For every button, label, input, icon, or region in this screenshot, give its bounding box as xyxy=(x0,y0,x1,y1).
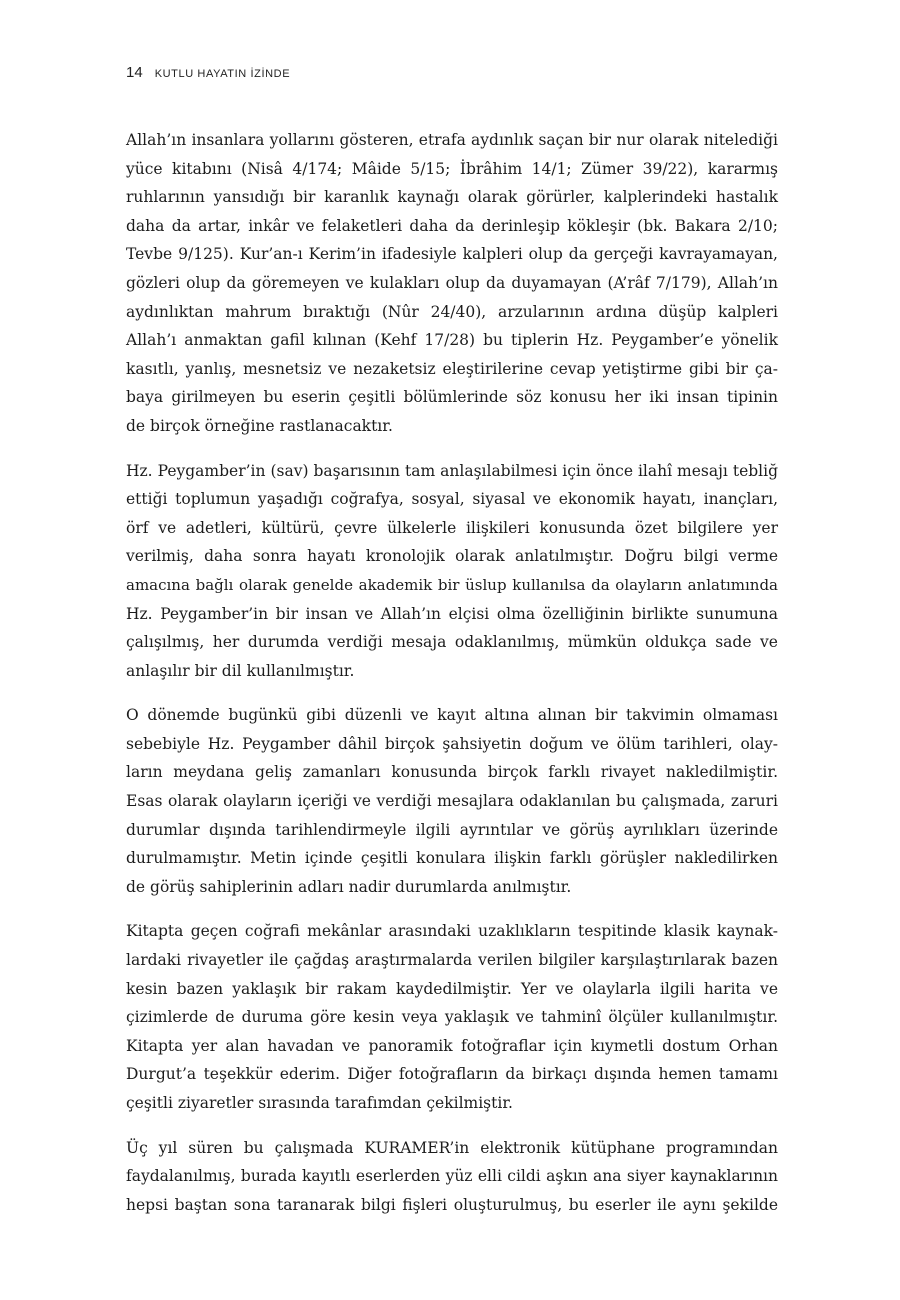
text-line: Kitapta yer alan havadan ve panoramik fotoğraflar için kıymetli dostum Orhan xyxy=(126,1036,778,1055)
paragraph xyxy=(126,917,778,1117)
text-line: durulmamıştır. Metin içinde çeşitli konulara ilişkin farklı görüşler nakledilirken xyxy=(126,849,778,868)
paragraph xyxy=(126,701,778,901)
text-line: de görüş sahiplerinin adları nadir durumlarda anılmıştır. xyxy=(126,877,572,896)
text-line: Hz. Peygamber’in bir insan ve Allah’ın elçisi olma özelliğinin birlikte sunumuna xyxy=(126,604,778,623)
text-line: Tevbe 9/125). Kur’an-ı Kerim’in ifadesiyle kalpleri olup da gerçeği kavrayamayan, xyxy=(126,245,778,264)
running-title: KUTLU HAYATIN İZİNDE xyxy=(154,68,291,80)
text-line: baya girilmeyen bu eserin çeşitli bölümlerinde söz konusu her iki insan tipinin xyxy=(126,388,778,407)
running-header xyxy=(126,64,776,86)
text-line: Esas olarak olayların içeriği ve verdiği mesajlara odaklanılan bu çalışmada, zaruri xyxy=(126,792,778,811)
text-line: Hz. Peygamber’in (sav) başarısının tam anlaşılabilmesi için önce ilahî mesajı tebliğ xyxy=(126,461,778,480)
text-line: örf ve adetleri, kültürü, çevre ülkelerle ilişkileri konusunda özet bilgilere yer xyxy=(126,518,778,537)
text-line: amacına bağlı olarak genelde akademik bir üslup kullanılsa da olayların anlatımında xyxy=(126,575,778,594)
text-line: daha da artar, inkâr ve felaketleri daha da derinleşip kökleşir (bk. Bakara 2/10; xyxy=(126,216,778,235)
text-line: çizimlerde de duruma göre kesin veya yaklaşık ve tahminî ölçüler kullanılmıştır. xyxy=(126,1008,778,1027)
text-line: Kitapta geçen coğrafi mekânlar arasındaki uzaklıkların tespitinde klasik kaynak- xyxy=(126,922,778,941)
text-line: durumlar dışında tarihlendirmeyle ilgili ayrıntılar ve görüş ayrılıkları üzerinde xyxy=(126,820,778,839)
paragraph xyxy=(126,457,778,686)
text-line: de birçok örneğine rastlanacaktır. xyxy=(126,416,393,435)
paragraph xyxy=(126,126,778,441)
text-line: Üç yıl süren bu çalışmada KURAMER’in elektronik kütüphane programından xyxy=(126,1138,778,1157)
text-line: ettiği toplumun yaşadığı coğrafya, sosyal, siyasal ve ekonomik hayatı, inançları, xyxy=(126,490,778,509)
text-line: ruhlarının yansıdığı bir karanlık kaynağı olarak görürler, kalplerindeki hastalık xyxy=(126,188,778,207)
text-line: lardaki rivayetler ile çağdaş araştırmalarda verilen bilgiler karşılaştırılarak bazen xyxy=(126,951,778,970)
text-line: verilmiş, daha sonra hayatı kronolojik olarak anlatılmıştır. Doğru bilgi verme xyxy=(126,547,778,566)
paragraph xyxy=(126,1134,778,1220)
text-line: Allah’ı anmaktan gafil kılınan (Kehf 17/28) bu tiplerin Hz. Peygamber’e yönelik xyxy=(126,331,778,350)
text-line: hepsi baştan sona taranarak bilgi fişleri oluşturulmuş, bu eserler ile aynı şekilde xyxy=(126,1195,778,1214)
text-line: yüce kitabını (Nisâ 4/174; Mâide 5/15; İbrâhim 14/1; Zümer 39/22), kararmış xyxy=(126,159,778,178)
body-text xyxy=(126,126,778,1235)
text-line: anlaşılır bir dil kullanılmıştır. xyxy=(126,661,355,680)
text-line: çalışılmış, her durumda verdiği mesaja odaklanılmış, mümkün oldukça sade ve xyxy=(126,633,778,652)
text-line: sebebiyle Hz. Peygamber dâhil birçok şahsiyetin doğum ve ölüm tarihleri, olay- xyxy=(126,734,778,753)
text-line: ların meydana geliş zamanları konusunda birçok farklı rivayet nakledilmiştir. xyxy=(126,763,778,782)
text-line: faydalanılmış, burada kayıtlı eserlerden yüz elli cildi aşkın ana siyer kaynaklarının xyxy=(126,1167,778,1186)
page-number: 14 xyxy=(126,64,143,81)
text-line: kesin bazen yaklaşık bir rakam kaydedilmiştir. Yer ve olaylarla ilgili harita ve xyxy=(126,979,778,998)
text-line: gözleri olup da göremeyen ve kulakları olup da duyamayan (A’râf 7/179), Allah’ın xyxy=(126,273,778,292)
text-line: O dönemde bugünkü gibi düzenli ve kayıt altına alınan bir takvimin olmaması xyxy=(126,706,778,725)
text-line: Durgut’a teşekkür ederim. Diğer fotoğrafların da birkaçı dışında hemen tamamı xyxy=(126,1065,778,1084)
text-line: kasıtlı, yanlış, mesnetsiz ve nezaketsiz eleştirilerine cevap yetiştirme gibi bir ça- xyxy=(126,359,778,378)
text-line: aydınlıktan mahrum bıraktığı (Nûr 24/40), arzularının ardına düşüp kalpleri xyxy=(126,302,778,321)
text-line: çeşitli ziyaretler sırasında tarafımdan çekilmiştir. xyxy=(126,1094,513,1112)
text-line: Allah’ın insanlara yollarını gösteren, etrafa aydınlık saçan bir nur olarak nitelediği xyxy=(126,131,778,149)
